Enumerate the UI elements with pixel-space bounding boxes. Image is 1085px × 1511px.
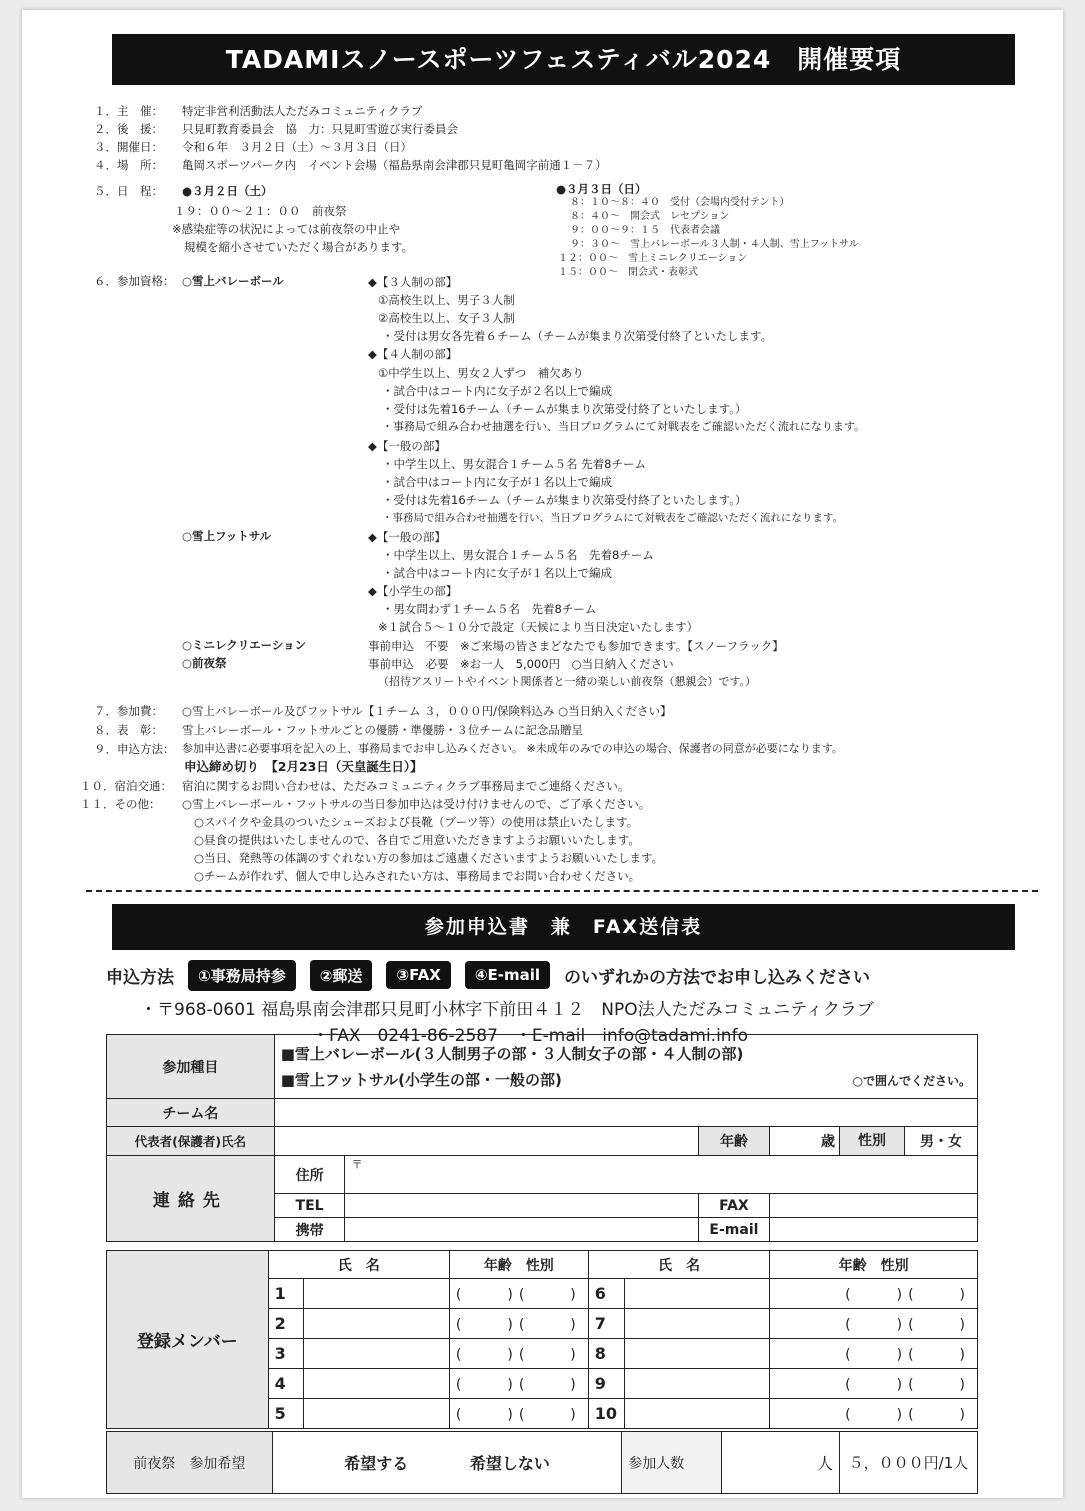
age-sex-cell xyxy=(769,1127,977,1156)
party-want-option[interactable]: 希望する xyxy=(344,1454,409,1473)
sex-label: 性別 xyxy=(839,1127,905,1155)
item-4-key: ４．場 所： xyxy=(94,158,163,172)
mobile-field[interactable] xyxy=(345,1218,699,1242)
qual-line: ・試合中はコート内に女子が１名以上で編成 xyxy=(382,475,612,489)
item-8-value: 雪上バレーボール・フットサルごとの優勝・準優勝・３位チームに記念品贈呈 xyxy=(182,723,583,737)
item-10-value: 宿泊に関するお問い合わせは、ただみコミュニティクラブ事務局までご連絡ください。 xyxy=(182,779,630,793)
item-7-value: ○雪上バレーボール及びフットサル【１チーム ３，０００円/保険料込み ○当日納入ください】 xyxy=(182,704,672,718)
method-row xyxy=(106,958,996,992)
qual-line: ①中学生以上、男女２人ずつ 補欠あり xyxy=(378,366,584,380)
qual-mini: ○ミニレクリエーション xyxy=(182,638,307,652)
schedule-day1-line: ※感染症等の状況によっては前夜祭の中止や xyxy=(172,222,401,236)
qual-line: （招待アスリートやイベント関係者と一緒の楽しい前夜祭（懇親会）です。） xyxy=(378,675,757,688)
schedule-label: ５．日 程： xyxy=(94,184,163,198)
item-1-value: 特定非営利活動法人ただみコミュニティクラブ xyxy=(182,104,423,118)
party-label: 前夜祭 参加希望 xyxy=(107,1432,273,1494)
member-age-sex-field[interactable]: ( )( ) xyxy=(449,1339,588,1369)
schedule-day1-line: 規模を縮小させていただく場合があります。 xyxy=(184,240,414,254)
method-pill: ④E-mail xyxy=(465,961,550,989)
qual-label: ６．参加資格： xyxy=(94,274,175,288)
count-field[interactable]: 人 xyxy=(722,1432,840,1494)
email-field[interactable] xyxy=(769,1218,977,1242)
schedule-day2: ●３月３日（日） xyxy=(556,182,647,196)
member-name-field[interactable] xyxy=(304,1279,450,1309)
item-2-value: 只見町教育委員会 協 力：只見町雪遊び実行委員会 xyxy=(182,122,458,136)
age-field[interactable]: 歳 xyxy=(821,1134,835,1150)
tel-field[interactable] xyxy=(345,1194,699,1218)
application-form xyxy=(106,1034,978,1242)
cut-line xyxy=(86,890,1038,892)
method-suffix: のいずれかの方法でお申し込みください xyxy=(564,967,871,988)
count-label: 参加人数 xyxy=(622,1432,722,1494)
qual-line: 事前申込 必要 ※お一人 5,000円 ○当日納入ください xyxy=(368,657,674,671)
member-number: 10 xyxy=(588,1399,624,1429)
qual-futsal: ○雪上フットサル xyxy=(182,529,272,543)
address-label: 住所 xyxy=(274,1156,345,1194)
qual-line: ◆【３人制の部】 xyxy=(368,275,458,289)
team-label: チーム名 xyxy=(107,1099,275,1127)
circle-note: ○で囲んでください。 xyxy=(852,1074,971,1088)
item-3-key: ３．開催日： xyxy=(94,140,163,154)
member-age-sex-field[interactable]: ( )( ) xyxy=(449,1369,588,1399)
item-11-key: １１．その他： xyxy=(80,797,161,811)
item-10-key: １０．宿泊交通： xyxy=(80,779,172,793)
name-col: 氏 名 xyxy=(588,1251,770,1279)
method-pill: ①事務局持参 xyxy=(188,960,296,991)
member-number: 4 xyxy=(268,1369,304,1399)
deadline: 申込締め切り 【2月23日（天皇誕生日）】 xyxy=(184,759,423,774)
age-col: 年齢 xyxy=(483,1257,512,1274)
form-title: 参加申込書 兼 FAX送信表 xyxy=(112,904,1015,950)
item-8-key: ８．表 彰： xyxy=(94,723,163,737)
members-label: 登録メンバー xyxy=(107,1251,269,1429)
qual-line: ◆【４人制の部】 xyxy=(368,347,458,361)
item-9-value: 参加申込書に必要事項を記入の上、事務局までお申し込みください。 ※未成年のみでの申込の場合、保護者の同意が必要になります。 xyxy=(182,742,843,755)
item-1-key: １．主 催： xyxy=(94,104,163,118)
fee-value: ５，０００円/1人 xyxy=(839,1432,977,1494)
member-name-field[interactable] xyxy=(624,1339,770,1369)
schedule-day2-line: ９：３０～ 雪上バレーボール３人制・４人制、雪上フットサル xyxy=(570,239,859,250)
rep-name-field[interactable] xyxy=(274,1127,698,1156)
qual-line: ・受付は先着16チーム（チームが集まり次第受付終了といたします。） xyxy=(382,493,747,507)
age-col: 年齢 xyxy=(838,1257,867,1274)
qual-line: ①高校生以上、男子３人制 xyxy=(378,293,515,307)
item-7-key: ７．参加費： xyxy=(94,704,163,718)
sex-col: 性別 xyxy=(525,1257,554,1274)
age-label: 年齢 xyxy=(699,1127,770,1156)
other-note: ○当日、発熱等の体調のすぐれない方の参加はご遠慮くださいますようお願いいたします。 xyxy=(194,851,664,865)
member-name-field[interactable] xyxy=(304,1339,450,1369)
qual-party: ○前夜祭 xyxy=(182,656,227,670)
page-title: TADAMIスノースポーツフェスティバル2024 開催要項 xyxy=(112,34,1015,85)
event-option-volley[interactable]: ■雪上バレーボール(３人制男子の部・３人制女子の部・４人制の部) xyxy=(280,1044,744,1063)
item-4-value: 亀岡スポーツパーク内 イベント会場（福島県南会津郡只見町亀岡字前通１－７） xyxy=(182,158,607,172)
schedule-day2-line: ８：４０～ 開会式 レセプション xyxy=(570,211,730,222)
event-cell xyxy=(274,1035,977,1099)
qual-line: ◆【一般の部】 xyxy=(368,530,446,544)
method-label: 申込方法 xyxy=(106,967,174,988)
member-age-sex-field[interactable]: ( )( ) xyxy=(770,1399,978,1429)
member-number: 7 xyxy=(588,1309,624,1339)
schedule-day2-line: ９：００～９：１５ 代表者会議 xyxy=(570,225,720,236)
member-age-sex-field[interactable]: ( )( ) xyxy=(770,1279,978,1309)
schedule-day1-line: １９：００～２１：００ 前夜祭 xyxy=(174,204,347,218)
email-label: E-mail xyxy=(699,1218,770,1242)
schedule-day1: ●３月２日（土） xyxy=(182,184,273,198)
office-contact: ・FAX 0241-86-2587 ・E-mail info@tadami.info xyxy=(312,1026,748,1046)
member-name-field[interactable] xyxy=(624,1399,770,1429)
qual-line: ・中学生以上、男女混合１チーム５名 先着8チーム xyxy=(382,457,646,471)
event-label: 参加種目 xyxy=(107,1035,275,1099)
qual-line: ◆【一般の部】 xyxy=(368,439,446,453)
member-number: 5 xyxy=(268,1399,304,1429)
fax-label: FAX xyxy=(699,1194,770,1218)
qual-line: ・試合中はコート内に女子が２名以上で編成 xyxy=(382,384,612,398)
sex-col: 性別 xyxy=(880,1257,909,1274)
member-age-sex-field[interactable]: ( )( ) xyxy=(449,1279,588,1309)
tel-label: TEL xyxy=(274,1194,345,1218)
qual-line: ・受付は先着16チーム（チームが集まり次第受付終了といたします。） xyxy=(382,402,747,416)
qual-line: ②高校生以上、女子３人制 xyxy=(378,311,515,325)
member-name-field[interactable] xyxy=(624,1279,770,1309)
member-number: 9 xyxy=(588,1369,624,1399)
member-name-field[interactable] xyxy=(304,1309,450,1339)
member-name-field[interactable] xyxy=(304,1399,450,1429)
qual-line: ・中学生以上、男女混合１チーム５名 先着8チーム xyxy=(382,548,654,562)
member-number: 2 xyxy=(268,1309,304,1339)
qual-volley: ○雪上バレーボール xyxy=(182,274,284,288)
qual-line: 事前申込 不要 ※ご来場の皆さまどなたでも参加できます。【スノーフラック】 xyxy=(368,639,784,653)
age-sex-col xyxy=(770,1251,978,1279)
method-pill: ②郵送 xyxy=(310,960,373,991)
item-11-value: ○雪上バレーボール・フットサルの当日参加申込は受け付けませんので、ご了承ください。 xyxy=(182,797,651,811)
member-number: 8 xyxy=(588,1339,624,1369)
sex-options[interactable]: 男・女 xyxy=(920,1134,962,1150)
qual-line: ・男女問わず１チーム５名 先着8チーム xyxy=(382,602,597,616)
member-name-field[interactable] xyxy=(624,1309,770,1339)
qual-line: ・受付は男女各先着６チーム（チームが集まり次第受付終了といたします。 xyxy=(382,329,773,343)
member-age-sex-field[interactable]: ( )( ) xyxy=(770,1369,978,1399)
member-name-field[interactable] xyxy=(624,1369,770,1399)
address-field[interactable]: 〒 xyxy=(345,1156,978,1194)
member-age-sex-field[interactable]: ( )( ) xyxy=(770,1339,978,1369)
member-number: 3 xyxy=(268,1339,304,1369)
office-address: ・〒968-0601 福島県南会津郡只見町小林字下前田４１２ NPO法人ただみコミュニティクラブ xyxy=(140,1000,874,1020)
member-number: 1 xyxy=(268,1279,304,1309)
rep-label: 代表者(保護者)氏名 xyxy=(107,1127,275,1156)
member-age-sex-field[interactable]: ( )( ) xyxy=(770,1309,978,1339)
members-table xyxy=(106,1250,978,1429)
member-age-sex-field[interactable]: ( )( ) xyxy=(449,1399,588,1429)
qual-line: ※１試合５～１０分で設定（天候により当日決定いたします） xyxy=(378,620,699,634)
fax-field[interactable] xyxy=(769,1194,977,1218)
qual-line: ◆【小学生の部】 xyxy=(368,584,458,598)
other-note: ○昼食の提供はいたしませんので、各自でご用意いただきますようお願いいたします。 xyxy=(194,833,640,847)
item-2-key: ２．後 援： xyxy=(94,122,163,136)
qual-line: ・試合中はコート内に女子が１名以上で編成 xyxy=(382,566,612,580)
schedule-day2-line: １２：００～ 雪上ミニレクリエーション xyxy=(558,253,748,264)
party-choice-cell xyxy=(272,1432,622,1494)
item-9-key: ９．申込方法： xyxy=(94,742,175,756)
member-number: 6 xyxy=(588,1279,624,1309)
member-name-field[interactable] xyxy=(304,1369,450,1399)
event-option-futsal[interactable]: ■雪上フットサル(小学生の部・一般の部) xyxy=(280,1070,562,1089)
schedule-day2-line: １５：００～ 閉会式・表彰式 xyxy=(558,267,698,278)
age-sex-col xyxy=(449,1251,588,1279)
qual-line: ・事務局で組み合わせ抽選を行い、当日プログラムにて対戦表をご確認いただく流れになります。 xyxy=(382,512,844,524)
item-3-value: 令和６年 ３月２日（土）～３月３日（日） xyxy=(182,140,412,154)
other-note: ○チームが作れず、個人で申し込みされたい方は、事務局までお問い合わせください。 xyxy=(194,869,641,883)
party-not-want-option[interactable]: 希望しない xyxy=(469,1454,550,1473)
schedule-day2-line: ８：１０～８：４０ 受付（会場内受付テント） xyxy=(570,197,790,208)
other-note: ○スパイクや金具のついたシューズおよび長靴（ブーツ等）の使用は禁止いたします。 xyxy=(194,815,639,829)
mobile-label: 携帯 xyxy=(274,1218,345,1242)
qual-line: ・事務局で組み合わせ抽選を行い、当日プログラムにて対戦表をご確認いただく流れになります。 xyxy=(382,420,866,433)
team-name-field[interactable] xyxy=(274,1099,977,1127)
method-pill: ③FAX xyxy=(386,961,450,989)
contact-label: 連絡先 xyxy=(107,1156,275,1242)
party-table xyxy=(106,1431,978,1494)
name-col: 氏 名 xyxy=(268,1251,449,1279)
member-age-sex-field[interactable]: ( )( ) xyxy=(449,1309,588,1339)
